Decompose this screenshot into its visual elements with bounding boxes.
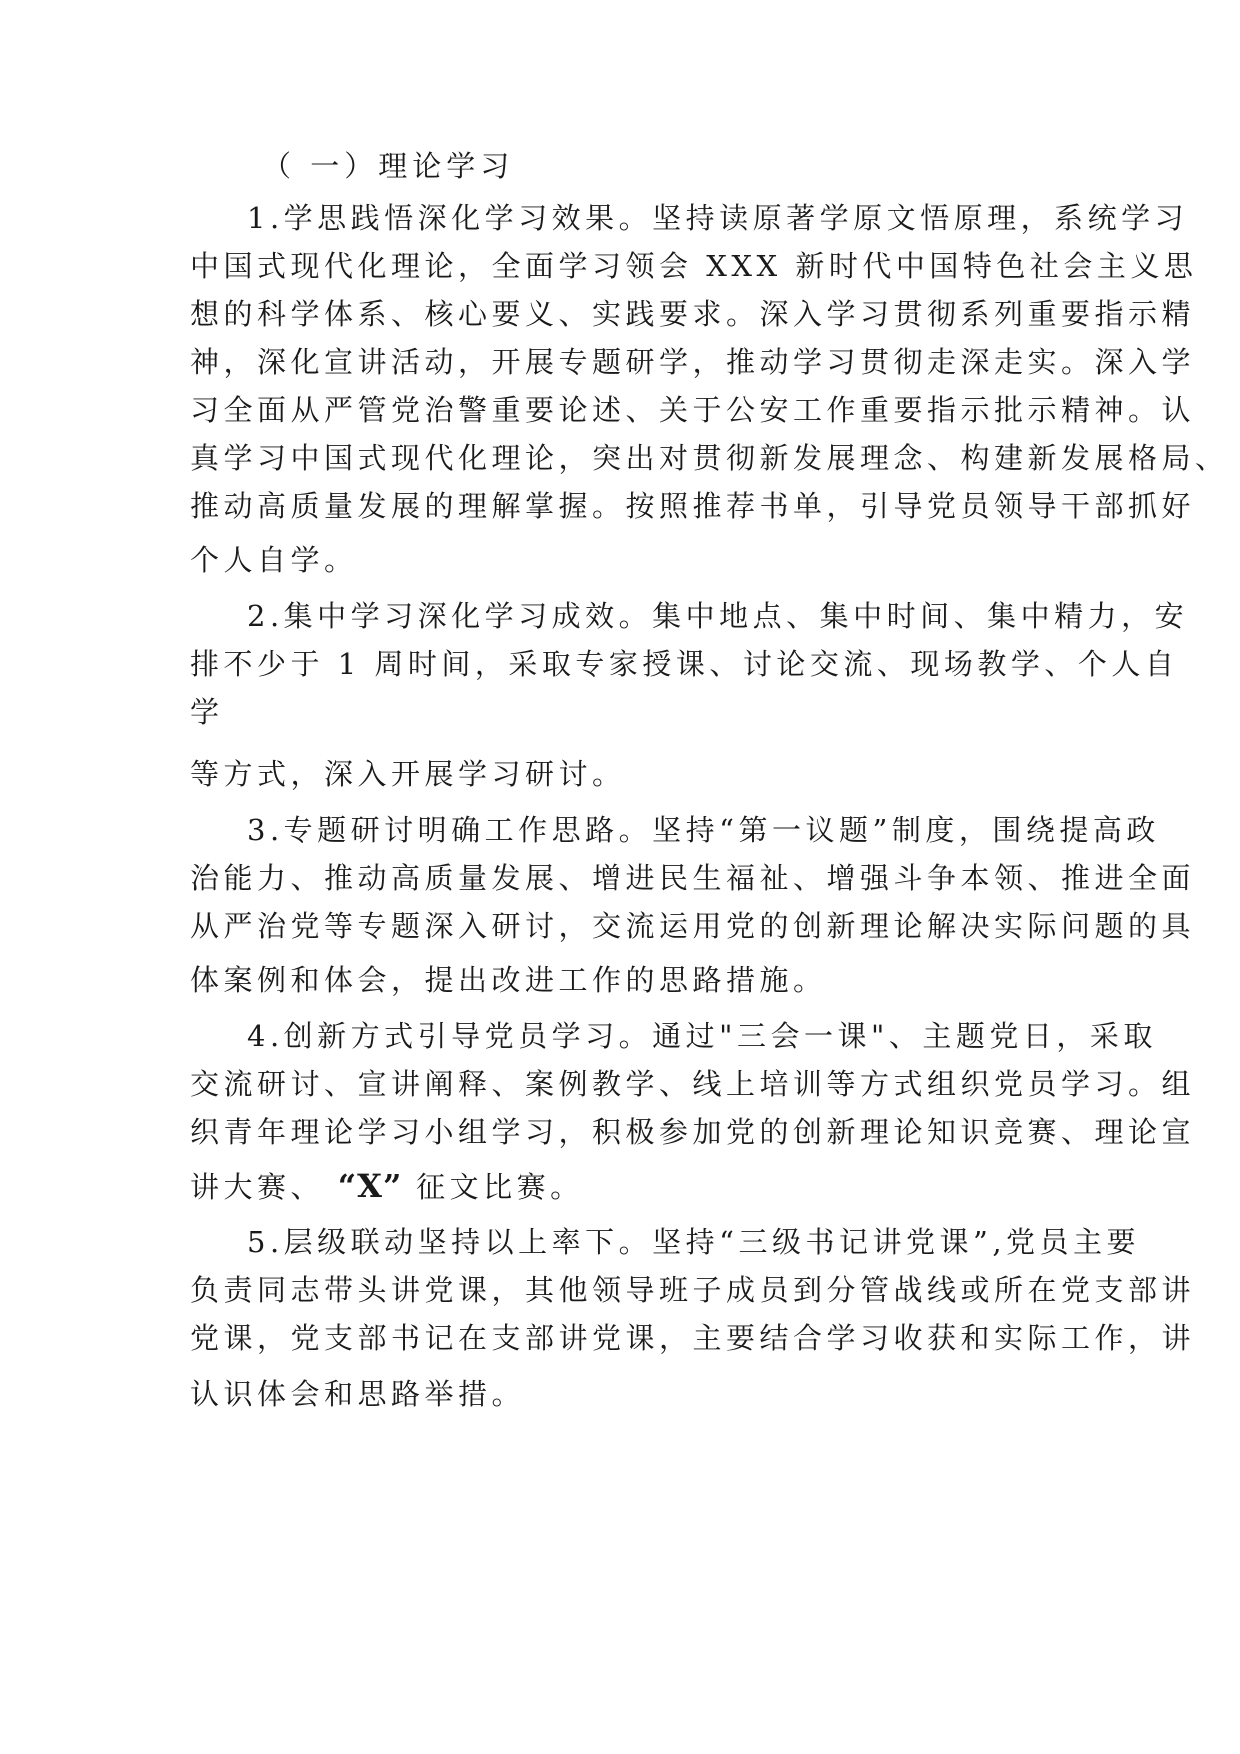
paragraph-3-line-1: 3.专题研讨明确工作思路。坚持“第一议题”制度，围绕提高政	[247, 813, 1160, 847]
paragraph-5-line-2: 负责同志带头讲党课，其他领导班子成员到分管战线或所在党支部讲	[190, 1273, 1196, 1307]
paragraph-4-line-4-after: 征文比赛。	[402, 1170, 584, 1204]
paragraph-1-line-5: 习全面从严管党治警重要论述、关于公安工作重要指示批示精神。认	[190, 393, 1196, 427]
paragraph-1-line-1: 1.学思践悟深化学习效果。坚持读原著学原文悟原理，系统学习	[247, 201, 1189, 235]
paragraph-2-line-3: 学	[190, 695, 224, 729]
paragraph-5-line-4: 认识体会和思路举措。	[190, 1377, 526, 1411]
paragraph-3-line-3: 从严治党等专题深入研讨，交流运用党的创新理论解决实际问题的具	[190, 909, 1196, 943]
paragraph-2-line-2: 排不少于 1 周时间，采取专家授课、讨论交流、现场教学、个人自	[190, 647, 1179, 681]
paragraph-1-line-7: 推动高质量发展的理解掌握。按照推荐书单，引导党员领导干部抓好	[190, 489, 1196, 523]
paragraph-1-line-3: 想的科学体系、核心要义、实践要求。深入学习贯彻系列重要指示精	[190, 297, 1196, 331]
paragraph-4-line-3: 织青年理论学习小组学习，积极参加党的创新理论知识竞赛、理论宣	[190, 1115, 1196, 1149]
paragraph-1-line-4: 神，深化宣讲活动，开展专题研学，推动学习贯彻走深走实。深入学	[190, 345, 1196, 379]
paragraph-5-line-3: 党课，党支部书记在支部讲党课，主要结合学习收获和实际工作，讲	[190, 1321, 1196, 1355]
paragraph-1-line-8: 个人自学。	[190, 543, 358, 577]
paragraph-5-line-1: 5.层级联动坚持以上率下。坚持“三级书记讲党课”,党员主要	[247, 1225, 1141, 1259]
paragraph-3-line-2: 治能力、推动高质量发展、增进民生福祉、增强斗争本领、推进全面	[190, 861, 1196, 895]
paragraph-4-line-4-before: 讲大赛、	[190, 1170, 338, 1204]
x-essay-mark: “X”	[337, 1167, 403, 1205]
paragraph-3-line-4: 体案例和体会，提出改进工作的思路措施。	[190, 963, 827, 997]
section-heading: （ 一）理论学习	[262, 149, 515, 183]
paragraph-1-line-2: 中国式现代化理论，全面学习领会 XXX 新时代中国特色社会主义思	[190, 249, 1198, 283]
paragraph-2-line-1: 2.集中学习深化学习成效。集中地点、集中时间、集中精力，安	[247, 599, 1189, 633]
paragraph-4-line-2: 交流研讨、宣讲阐释、案例教学、线上培训等方式组织党员学习。组	[190, 1067, 1196, 1101]
paragraph-4-line-4	[190, 1166, 1060, 1207]
paragraph-4-line-1: 4.创新方式引导党员学习。通过"三会一课"、主题党日，采取	[247, 1019, 1157, 1053]
paragraph-2-line-4: 等方式，深入开展学习研讨。	[190, 757, 626, 791]
paragraph-1-line-6: 真学习中国式现代化理论，突出对贯彻新发展理念、构建新发展格局、	[190, 441, 1229, 475]
